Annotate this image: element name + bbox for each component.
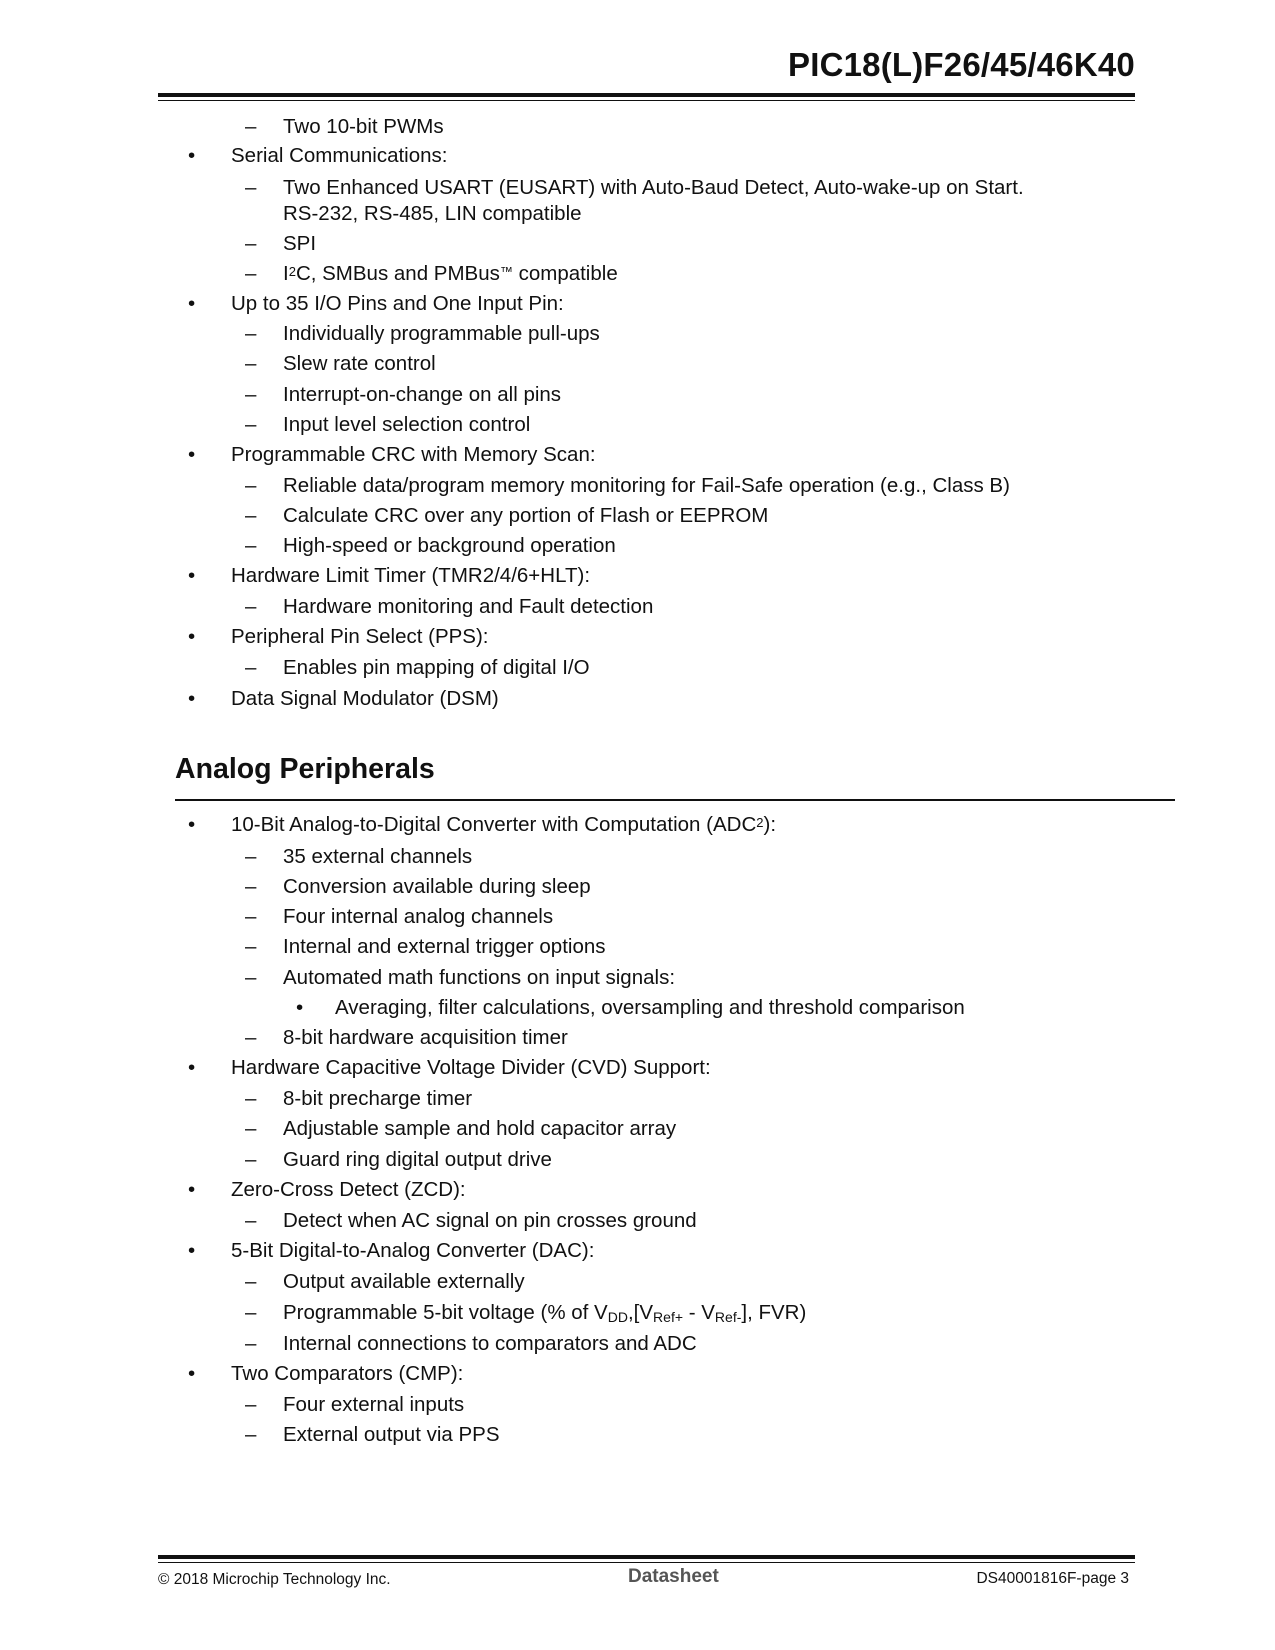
list-item [0,623,1275,651]
header-rule-thin [158,100,1135,101]
dash-marker: – [245,1117,257,1140]
list-item [0,1268,1275,1296]
list-item [0,1330,1275,1358]
section-rule [175,799,1175,801]
list-item-text: Hardware Limit Timer (TMR2/4/6+HLT): [231,564,591,587]
list-item-text: Four internal analog channels [283,905,554,928]
bullet-marker: • [188,1178,196,1201]
list-item [0,230,1275,258]
list-item [0,174,1275,202]
list-item-text: Detect when AC signal on pin crosses ground [283,1209,697,1232]
footer-doc-type: Datasheet [628,1566,719,1587]
list-item-text: 5-Bit Digital-to-Analog Converter (DAC): [231,1239,595,1262]
dash-marker: – [245,1301,257,1324]
list-item-text: Four external inputs [283,1393,465,1416]
dash-marker: – [245,474,257,497]
list-item-text: Adjustable sample and hold capacitor array [283,1117,677,1140]
footer-page-number: DS40001816F-page 3 [976,1570,1129,1587]
list-item [0,964,1275,992]
list-item-text: Internal and external trigger options [283,935,606,958]
dash-marker: – [245,1148,257,1171]
list-item-text: Hardware Capacitive Voltage Divider (CVD) Support: [231,1056,711,1079]
list-item [0,1054,1275,1082]
dash-marker: – [245,595,257,618]
footer-copyright: © 2018 Microchip Technology Inc. [158,1571,391,1588]
dash-marker: – [245,413,257,436]
list-item-text: Input level selection control [283,413,531,436]
dash-marker: – [245,656,257,679]
dash-marker: – [245,115,257,138]
bullet-marker: • [188,813,196,836]
list-item [0,411,1275,439]
list-item-text: Averaging, filter calculations, oversampling and threshold comparison [335,996,965,1019]
dash-marker: – [245,1270,257,1293]
bullet-marker: • [188,443,196,466]
list-item-text: Two 10-bit PWMs [283,115,444,138]
dash-marker: – [245,534,257,557]
list-item-text: 8-bit precharge timer [283,1087,473,1110]
document-title: PIC18(L)F26/45/46K40 [787,46,1135,83]
dash-marker: – [245,1026,257,1049]
list-item [0,1237,1275,1265]
list-item [0,1176,1275,1204]
list-item [0,811,1275,839]
list-item [0,1391,1275,1419]
bullet-marker: • [188,1056,196,1079]
bullet-marker: • [188,687,196,710]
dash-marker: – [245,1423,257,1446]
list-item [0,685,1275,713]
list-item [0,472,1275,500]
list-item-text: $I^2C$, SMBus and PMBus™ compatible [283,262,618,285]
list-item-text: 35 external channels [283,845,473,868]
list-item-text: Guard ring digital output drive [283,1148,552,1171]
list-item-continuation [0,200,1275,228]
list-item [0,113,1275,141]
list-item-text: Calculate CRC over any portion of Flash or EEPROM [283,504,769,527]
list-item-text: Peripheral Pin Select (PPS): [231,625,489,648]
list-item [0,933,1275,961]
dash-marker: – [245,1209,257,1232]
dash-marker: – [245,322,257,345]
list-item [0,843,1275,871]
dash-marker: – [245,1087,257,1110]
list-item [0,320,1275,348]
footer-rule-thick [158,1555,1135,1559]
dash-marker: – [245,1393,257,1416]
list-item-text: 8-bit hardware acquisition timer [283,1026,568,1049]
dash-marker: – [245,232,257,255]
dash-marker: – [245,262,257,285]
list-item-text: Interrupt-on-change on all pins [283,383,562,406]
list-item-text: Reliable data/program memory monitoring for Fail-Safe operation (e.g., Class B) [283,474,1010,497]
dash-marker: – [245,905,257,928]
list-item-text: External output via PPS [283,1423,500,1446]
list-item-text: SPI [283,232,317,255]
dash-marker: – [245,875,257,898]
list-item [0,1207,1275,1235]
list-item-text: Up to 35 I/O Pins and One Input Pin: [231,292,564,315]
bullet-marker: • [296,996,304,1019]
list-item [0,441,1275,469]
list-item-text: Automated math functions on input signals: [283,966,676,989]
dash-marker: – [245,1332,257,1355]
list-item [0,502,1275,530]
list-item-text: Enables pin mapping of digital I/O [283,656,590,679]
list-item [0,903,1275,931]
list-item-text: Serial Communications: [231,144,448,167]
list-item [0,381,1275,409]
list-item [0,1115,1275,1143]
bullet-marker: • [188,144,196,167]
dash-marker: – [245,845,257,868]
list-item-text: High-speed or background operation [283,534,616,557]
list-item [0,873,1275,901]
list-item [0,1146,1275,1174]
list-item-text: Conversion available during sleep [283,875,591,898]
dash-marker: – [245,935,257,958]
list-item [0,593,1275,621]
dash-marker: – [245,352,257,375]
list-item [0,532,1275,560]
list-item [0,654,1275,682]
dash-marker: – [245,176,257,199]
list-item-text: Hardware monitoring and Fault detection [283,595,654,618]
list-item-text: Programmable CRC with Memory Scan: [231,443,596,466]
list-item [0,350,1275,378]
list-item [0,1421,1275,1449]
list-item-text: Individually programmable pull-ups [283,322,600,345]
list-item-text: 10-Bit Analog-to-Digital Converter with Computation (ADC$^2$): [231,813,777,836]
list-item-text: Output available externally [283,1270,525,1293]
bullet-marker: • [188,625,196,648]
bullet-marker: • [188,1239,196,1262]
bullet-marker: • [188,1362,196,1385]
footer-rule-thin [158,1562,1135,1563]
list-item-text: Slew rate control [283,352,436,375]
dash-marker: – [245,966,257,989]
bullet-marker: • [188,564,196,587]
list-item [0,994,1275,1022]
list-item [0,290,1275,318]
header-rule-thick [158,93,1135,97]
dash-marker: – [245,504,257,527]
list-item [0,142,1275,170]
list-item [0,562,1275,590]
list-item [0,260,1275,288]
list-item-text: Two Comparators (CMP): [231,1362,464,1385]
list-item [0,1299,1275,1327]
bullet-marker: • [188,292,196,315]
dash-marker: – [245,383,257,406]
list-item-text: Two Enhanced USART (EUSART) with Auto-Baud Detect, Auto-wake-up on Start. [283,176,1024,199]
list-item-text: Internal connections to comparators and ADC [283,1332,697,1355]
list-item-text: Programmable 5-bit voltage (% of $V_{DD},[V_{Ref+} - V_{Ref-}]$, FVR) [283,1301,807,1325]
list-item [0,1085,1275,1113]
list-item-text: Data Signal Modulator (DSM) [231,687,499,710]
list-item-text: RS-232, RS-485, LIN compatible [283,202,582,225]
section-heading-analog: Analog Peripherals [175,753,435,785]
list-item [0,1360,1275,1388]
list-item [0,1024,1275,1052]
list-item-text: Zero-Cross Detect (ZCD): [231,1178,466,1201]
